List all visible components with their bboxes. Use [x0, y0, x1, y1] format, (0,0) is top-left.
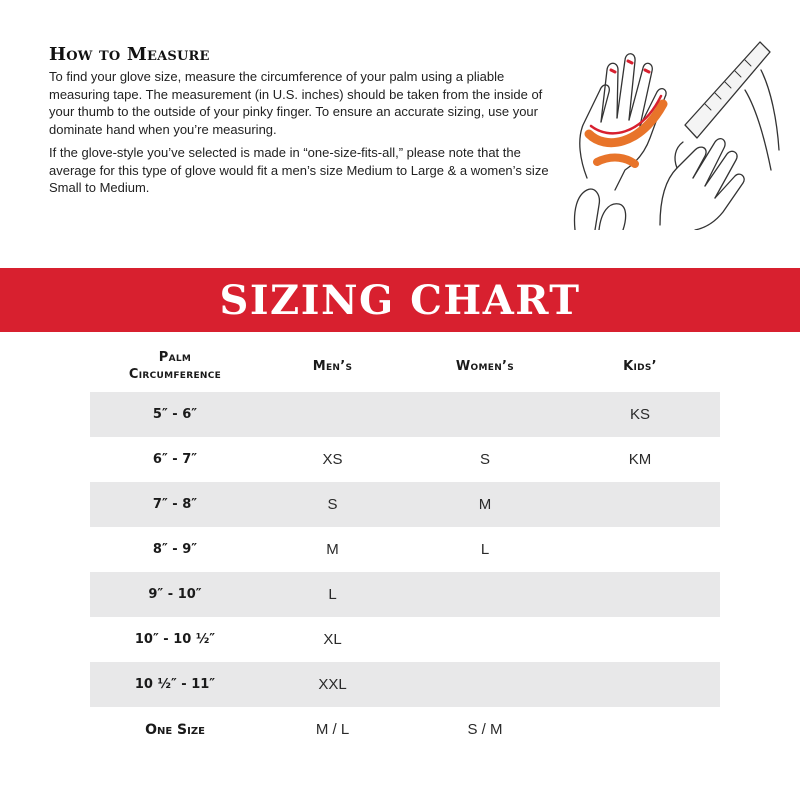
measure-instructions: To find your glove size, measure the circumference of your palm using a pliable measuring tape. The measurement (in U.S. inches) should be taken from the inside of your thumb to the outside of your pinky finger. To ensure an accurate sizing, use your dominate hand when you’re measuring. — [49, 69, 543, 137]
one-size-note: If the glove-style you’ve selected is made in “one-size-fits-all,” please note that the average for this type of glove would fit a men’s size Medium to Large & a women’s size Small to Medium. — [49, 145, 549, 195]
table-row — [90, 617, 720, 662]
mens-size-cell: M / L — [315, 721, 350, 738]
kids-size-cell: KS — [629, 406, 650, 423]
palm-range-cell: 10 ½″ - 11″ — [134, 677, 216, 692]
palm-range-cell: 7″ - 8″ — [152, 497, 198, 512]
kids-size-cell: KM — [628, 451, 652, 468]
how-to-measure-title: How to Measure — [49, 44, 210, 65]
header-mens: Men’s — [312, 358, 353, 374]
header-palm-circumference — [90, 349, 260, 383]
womens-size-cell: L — [480, 541, 490, 558]
mens-size-cell: M — [326, 541, 339, 558]
mens-size-cell: S — [327, 496, 338, 513]
header-palm-line2: Circumference — [128, 367, 222, 382]
table-row — [90, 437, 720, 482]
table-row — [90, 527, 720, 572]
palm-range-cell: 8″ - 9″ — [152, 542, 198, 557]
header-womens: Women’s — [455, 358, 515, 374]
sizing-table — [90, 340, 720, 752]
mens-size-cell: L — [328, 586, 337, 603]
womens-size-cell: S / M — [467, 721, 503, 738]
palm-range-cell: 10″ - 10 ½″ — [134, 632, 216, 647]
palm-range-cell: One Size — [145, 721, 205, 738]
mens-size-cell: XS — [322, 451, 343, 468]
table-row — [90, 662, 720, 707]
how-to-measure-section — [49, 44, 559, 203]
header-kids: Kids’ — [623, 358, 657, 374]
mens-size-cell: XL — [323, 631, 342, 648]
table-row — [90, 707, 720, 752]
table-row — [90, 482, 720, 527]
palm-range-cell: 6″ - 7″ — [152, 452, 198, 467]
palm-range-cell: 5″ - 6″ — [152, 407, 198, 422]
header-palm-line1: Palm — [158, 350, 192, 365]
palm-range-cell: 9″ - 10″ — [148, 587, 202, 602]
table-row — [90, 572, 720, 617]
mens-size-cell: XXL — [318, 676, 347, 693]
table-row — [90, 392, 720, 437]
hand-measuring-tape-icon — [565, 30, 780, 230]
womens-size-cell: S — [479, 451, 490, 468]
sizing-chart-title: SIZING CHART — [219, 276, 581, 324]
table-header-row — [90, 340, 720, 392]
sizing-chart-banner — [0, 268, 800, 332]
womens-size-cell: M — [478, 496, 492, 513]
